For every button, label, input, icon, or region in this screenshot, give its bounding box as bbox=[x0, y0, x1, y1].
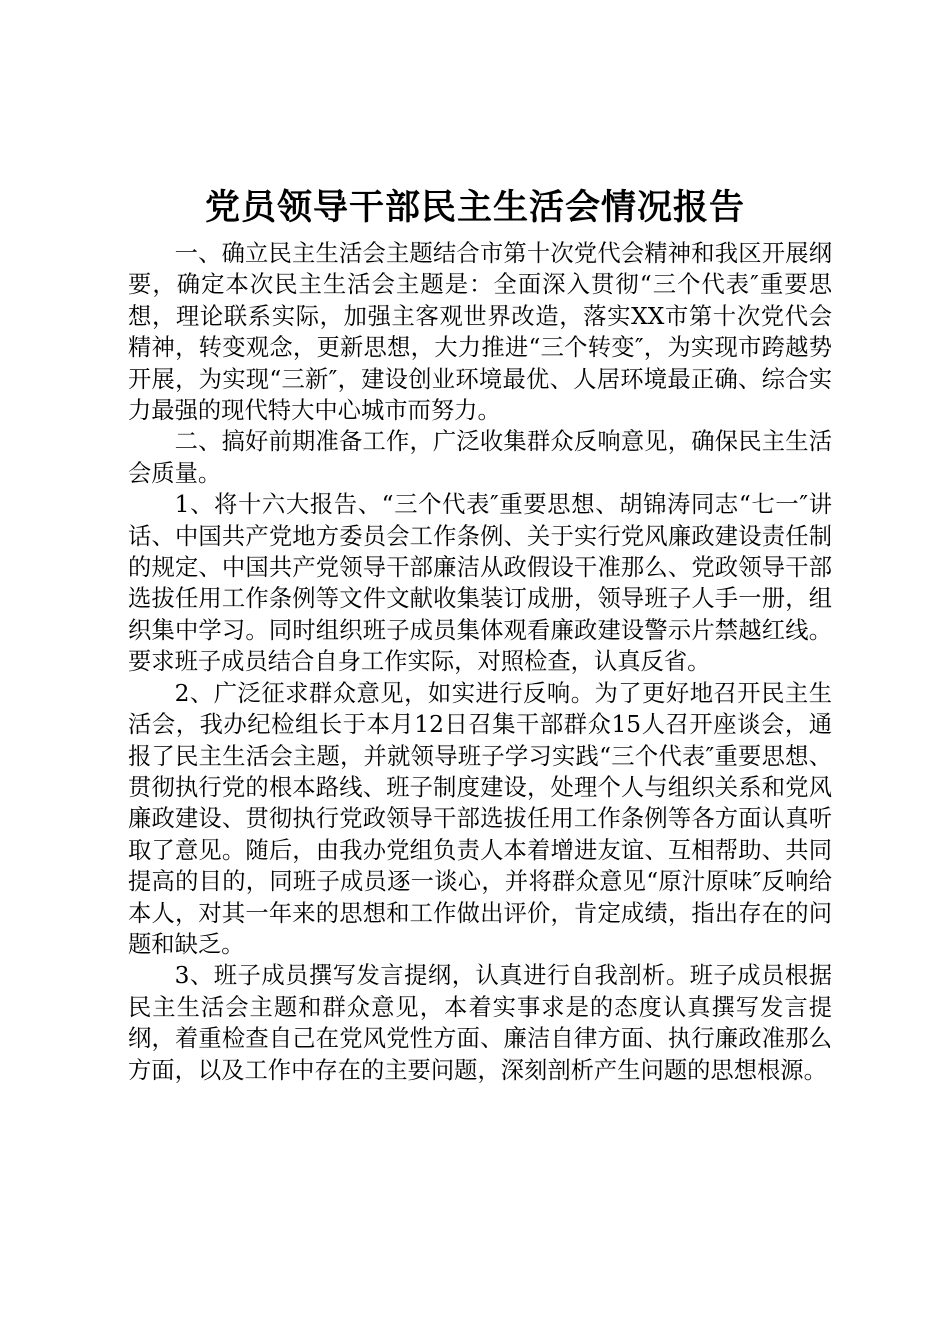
paragraph-section-1: 一、确立民主生活会主题结合市第十次党代会精神和我区开展纲要，确定本次民主生活会主题是：全面深入贯彻“三个代表″重要思想，理论联系实际，加强主客观世界改造，落实XX市第十次党代会精神，转变观念，更新思想，大力推进“三个转变″，为实现市跨越势开展，为实现“三新″，建设创业环境最优、人居环境最正确、综合实力最强的现代特大中心城市而努力。 bbox=[128, 240, 832, 425]
paragraph-section-2: 二、搞好前期准备工作，广泛收集群众反响意见，确保民主生活会质量。 bbox=[128, 428, 832, 487]
document-title: 党员领导干部民主生活会情况报告 bbox=[204, 187, 745, 228]
document-body bbox=[128, 238, 832, 1086]
paragraph-item-3: 3、班子成员撰写发言提纲，认真进行自我剖析。班子成员根据民主生活会主题和群众意见，本着实事求是的态度认真撰写发言提纲，着重检查自己在党风党性方面、廉洁自律方面、执行廉政准那么方面，以及工作中存在的主要问题，深刻剖析产生问题的思想根源。 bbox=[128, 962, 832, 1084]
paragraph-item-1: 1、将十六大报告、“三个代表″重要思想、胡锦涛同志“七一″讲话、中国共产党地方委员会工作条例、关于实行党风廉政建设责任制的规定、中国共产党领导干部廉洁从政假设干准那么、党政领导干部选拔任用工作条例等文件文献收集装订成册，领导班子人手一册，组织集中学习。同时组织班子成员集体观看廉政建设警示片禁越红线。要求班子成员结合自身工作实际，对照检查，认真反省。 bbox=[128, 491, 832, 676]
paragraph-item-2: 2、广泛征求群众意见，如实进行反响。为了更好地召开民主生活会，我办纪检组长于本月12日召集干部群众15人召开座谈会，通报了民主生活会主题，并就领导班子学习实践“三个代表″重要思想、贯彻执行党的根本路线、班子制度建设，处理个人与组织关系和党风廉政建设、贯彻执行党政领导干部选拔任用工作条例等各方面认真听取了意见。随后，由我办党组负责人本着增进友谊、互相帮助、共同提高的目的，同班子成员逐一谈心，并将群众意见“原汁原味″反响给本人，对其一年来的思想和工作做出评价，肯定成绩，指出存在的问题和缺乏。 bbox=[128, 679, 832, 958]
